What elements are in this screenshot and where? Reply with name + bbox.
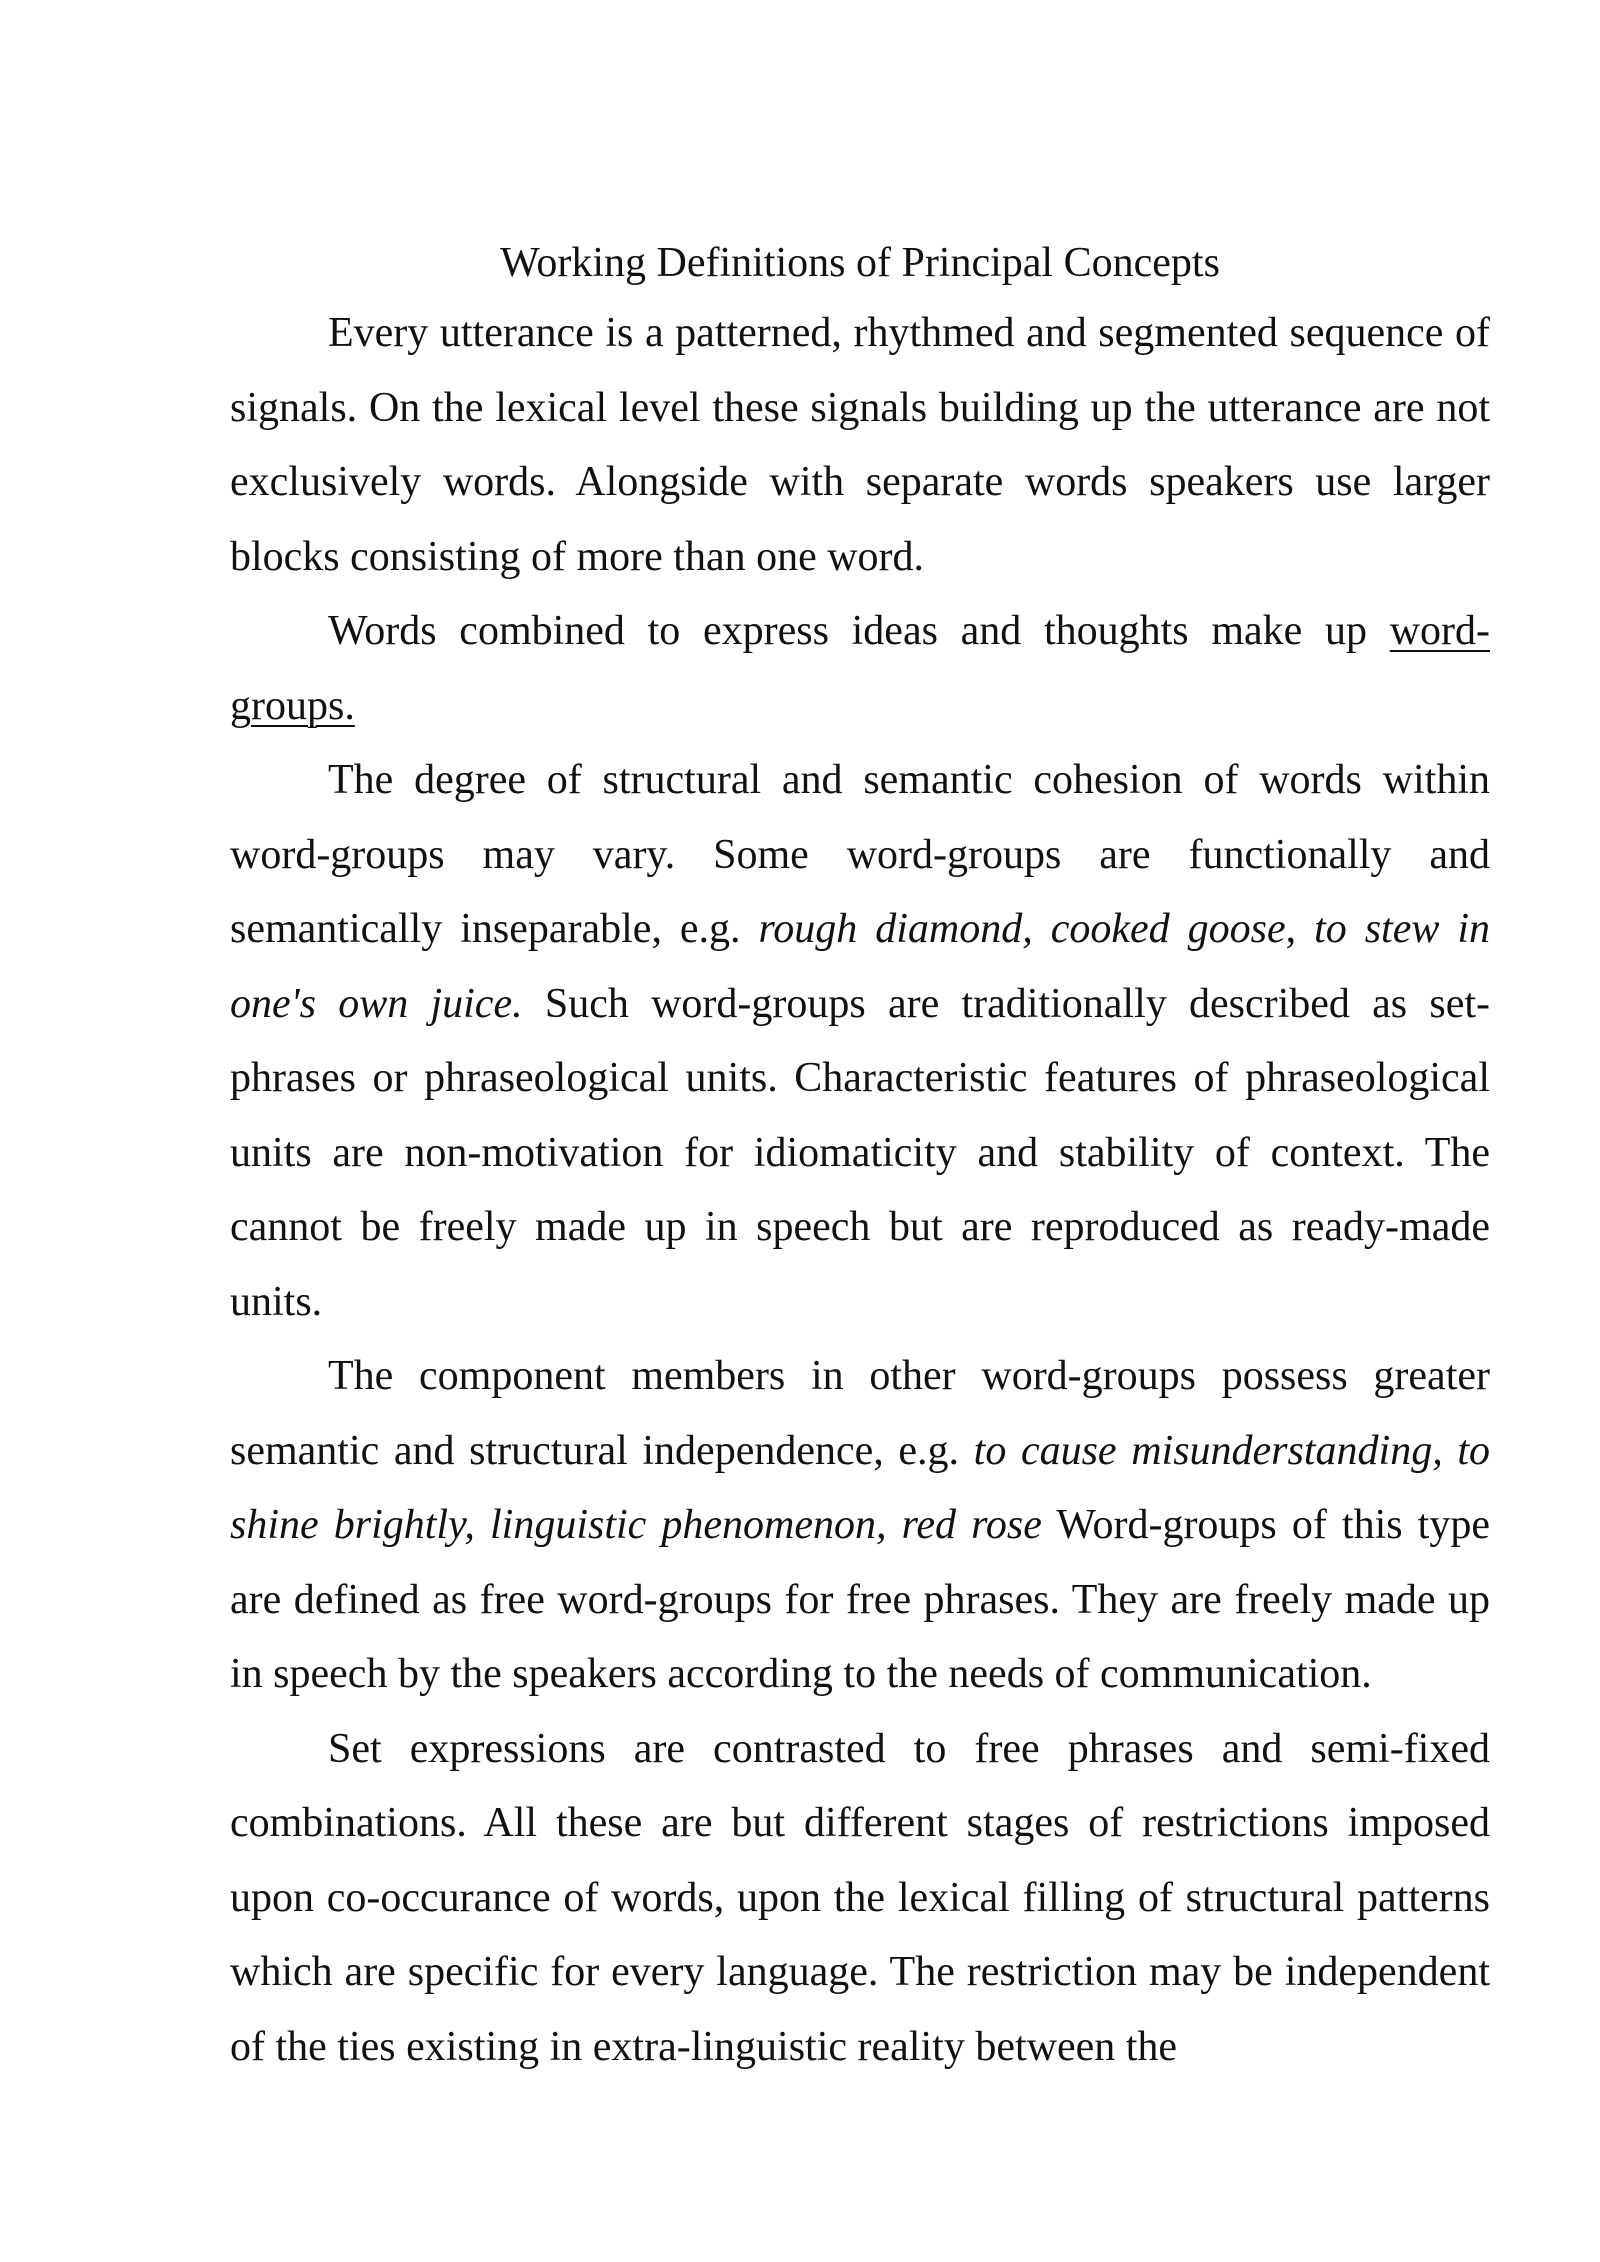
- document-title: Working Definitions of Principal Concepts: [500, 240, 1220, 286]
- paragraph-word-groups: [230, 594, 1490, 743]
- paragraph-text: Such word-groups are traditionally described as set-phrases or phraseological units. Characteristic features of phraseological units are non-motivation for idiomaticity and stability of context. The cannot be freely made up in speech but are reproduced as ready-made units.: [230, 980, 1490, 1325]
- paragraph-cohesion: [230, 743, 1490, 1339]
- paragraph-text: Words combined to express ideas and thoughts make up: [328, 608, 1390, 654]
- example-phrases: to cause misunderstanding, to shine brightly, linguistic phenomenon, red rose: [230, 1427, 1490, 1548]
- paragraph-text: Set expressions are contrasted to free phrases and semi-fixed combinations. All these are but different stages of restrictions imposed upon co-occurance of words, upon the lexical filling of structural patterns which are specific for every language. The restriction may be independent of the ties existing in extra-linguistic reality between the: [230, 1725, 1490, 2070]
- paragraph-text: ,: [1285, 906, 1315, 952]
- paragraph-text: Word-groups of this type are defined as free word-groups for free phrases. They are freely made up in speech by the speakers according to the needs of communication.: [230, 1502, 1490, 1697]
- document-page: [230, 230, 1490, 2084]
- paragraph-set-expressions: [230, 1712, 1490, 2085]
- paragraph-free-word-groups: [230, 1339, 1490, 1712]
- paragraph-text: The component members in other word-groups possess greater semantic and structural independence, e.g.: [230, 1353, 1490, 1474]
- paragraph-text: The degree of structural and semantic cohesion of words within word-groups may vary. Some word-groups are functionally and semantically inseparable, e.g.: [230, 757, 1490, 952]
- paragraph-text: Every utterance is a patterned, rhythmed and segmented sequence of signals. On the lexical level these signals building up the utterance are not exclusively words. Alongside with separate words speakers use larger blocks consisting of more than one word.: [230, 310, 1490, 580]
- underlined-term: word-groups.: [230, 608, 1490, 729]
- paragraph-utterance: [230, 296, 1490, 594]
- example-phrases: rough diamond, cooked goose: [758, 906, 1286, 952]
- example-phrase: to stew in one's own juice.: [230, 906, 1490, 1027]
